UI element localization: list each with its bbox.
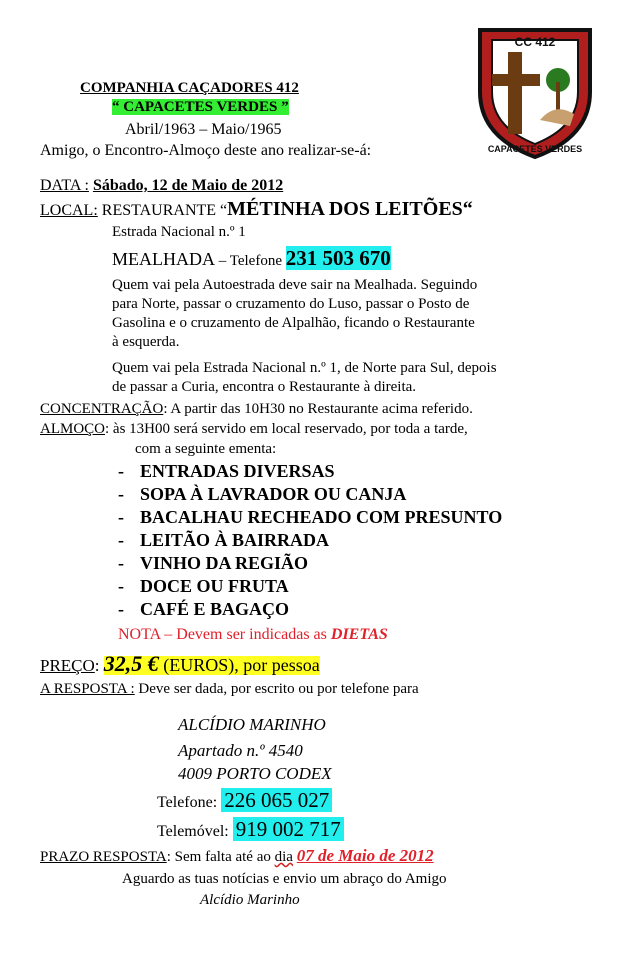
prazo-text: : Sem falta até ao xyxy=(166,849,275,865)
directions-1-line: à esquerda. xyxy=(112,334,180,350)
intro-text: Amigo, o Encontro-Almoço deste ano realizar-se-á: xyxy=(40,142,372,159)
almoco-text-2: com a seguinte ementa: xyxy=(135,441,277,457)
menu-item: - LEITÃO À BAIRRADA xyxy=(118,530,330,550)
contact-phone: 226 065 027 xyxy=(221,788,332,812)
directions-1-line: Gasolina e o cruzamento de Alpalhão, ficando o Restaurante xyxy=(112,315,475,331)
town-phone-line xyxy=(112,246,391,273)
logo-bottom-text: CAPACETES VERDES xyxy=(487,144,583,154)
prazo-date: 07 de Maio de 2012 xyxy=(296,846,434,865)
local-label: LOCAL: xyxy=(40,202,98,219)
price-suffix: (EUROS), por pessoa xyxy=(158,655,320,675)
menu-item: - BACALHAU RECHEADO COM PRESUNTO xyxy=(118,507,503,527)
closing-line: Aguardo as tuas notícias e envio um abraço do Amigo xyxy=(122,871,447,887)
contact-phone-label: Telefone: xyxy=(157,794,222,811)
menu-list xyxy=(118,460,502,620)
menu-item: - ENTRADAS DIVERSAS xyxy=(118,461,335,481)
menu-item: - SOPA À LAVRADOR OU CANJA xyxy=(118,484,407,504)
contact-phone-line xyxy=(157,786,332,817)
contact-mobile-line xyxy=(157,815,344,846)
date-line xyxy=(40,176,283,195)
prazo-label: PRAZO RESPOSTA xyxy=(40,849,167,865)
concentracao-line xyxy=(40,400,473,419)
prazo-dia: dia xyxy=(274,849,293,865)
almoco-text: : às 13H00 será servido em local reservado, por toda a tarde, xyxy=(105,421,468,437)
restaurant-prefix: RESTAURANTE “ xyxy=(101,202,228,219)
diet-note xyxy=(118,625,388,645)
contact-city: 4009 PORTO CODEX xyxy=(178,764,332,783)
directions-1-line: Quem vai pela Autoestrada deve sair na Mealhada. Seguindo xyxy=(112,277,478,293)
diet-note-text: NOTA – Devem ser indicadas as xyxy=(118,626,331,643)
directions-2-line: Quem vai pela Estrada Nacional n.º 1, de Norte para Sul, depois xyxy=(112,360,497,376)
resposta-label: A RESPOSTA : xyxy=(40,681,135,697)
signature: Alcídio Marinho xyxy=(200,892,300,908)
menu-item: - DOCE OU FRUTA xyxy=(118,576,289,596)
restaurant-name: MÉTINHA DOS LEITÕES“ xyxy=(227,198,473,220)
directions-1 xyxy=(112,276,477,352)
contact-name: ALCÍDIO MARINHO xyxy=(178,715,326,734)
concentracao-text: : A partir das 10H30 no Restaurante acima referido. xyxy=(163,401,473,417)
directions-1-line: para Norte, passar o cruzamento do Luso, passar o Posto de xyxy=(112,296,470,312)
almoco-line xyxy=(40,420,468,439)
price-highlight xyxy=(103,651,320,676)
company-emblem-logo xyxy=(470,22,600,162)
price-value: 32,5 € xyxy=(103,651,159,676)
concentracao-label: CONCENTRAÇÃO xyxy=(40,401,164,417)
resposta-text: Deve ser dada, por escrito ou por telefone para xyxy=(134,681,419,697)
company-nickname xyxy=(112,98,289,117)
directions-2-line: de passar a Curia, encontra o Restaurante à direita. xyxy=(112,379,417,395)
restaurant-phone: 231 503 670 xyxy=(285,246,391,270)
logo-top-text: CC 412 xyxy=(514,35,556,49)
restaurant-road: Estrada Nacional n.º 1 xyxy=(112,224,246,240)
phone-prefix: – Telefone xyxy=(215,253,286,269)
almoco-label: ALMOÇO xyxy=(40,421,106,437)
diet-note-emphasis: DIETAS xyxy=(330,626,388,643)
date-value: Sábado, 12 de Maio de 2012 xyxy=(92,177,284,194)
menu-item: - CAFÉ E BAGAÇO xyxy=(118,599,290,619)
directions-2 xyxy=(112,359,497,397)
service-period: Abril/1963 – Maio/1965 xyxy=(125,121,282,138)
local-line xyxy=(40,197,473,223)
town-name: MEALHADA xyxy=(112,249,215,269)
prazo-line xyxy=(40,846,434,867)
price-colon: : xyxy=(94,656,100,675)
company-title: COMPANHIA CAÇADORES 412 xyxy=(80,80,299,96)
price-line xyxy=(40,651,320,679)
contact-box: Apartado n.º 4540 xyxy=(178,741,303,760)
resposta-line xyxy=(40,680,419,699)
nickname-highlight: “ CAPACETES VERDES ” xyxy=(112,99,289,115)
price-label: PREÇO xyxy=(40,656,95,675)
contact-mobile-label: Telemóvel: xyxy=(157,823,233,840)
date-label: DATA : xyxy=(40,177,89,194)
menu-item: - VINHO DA REGIÃO xyxy=(118,553,309,573)
contact-mobile: 919 002 717 xyxy=(233,817,344,841)
